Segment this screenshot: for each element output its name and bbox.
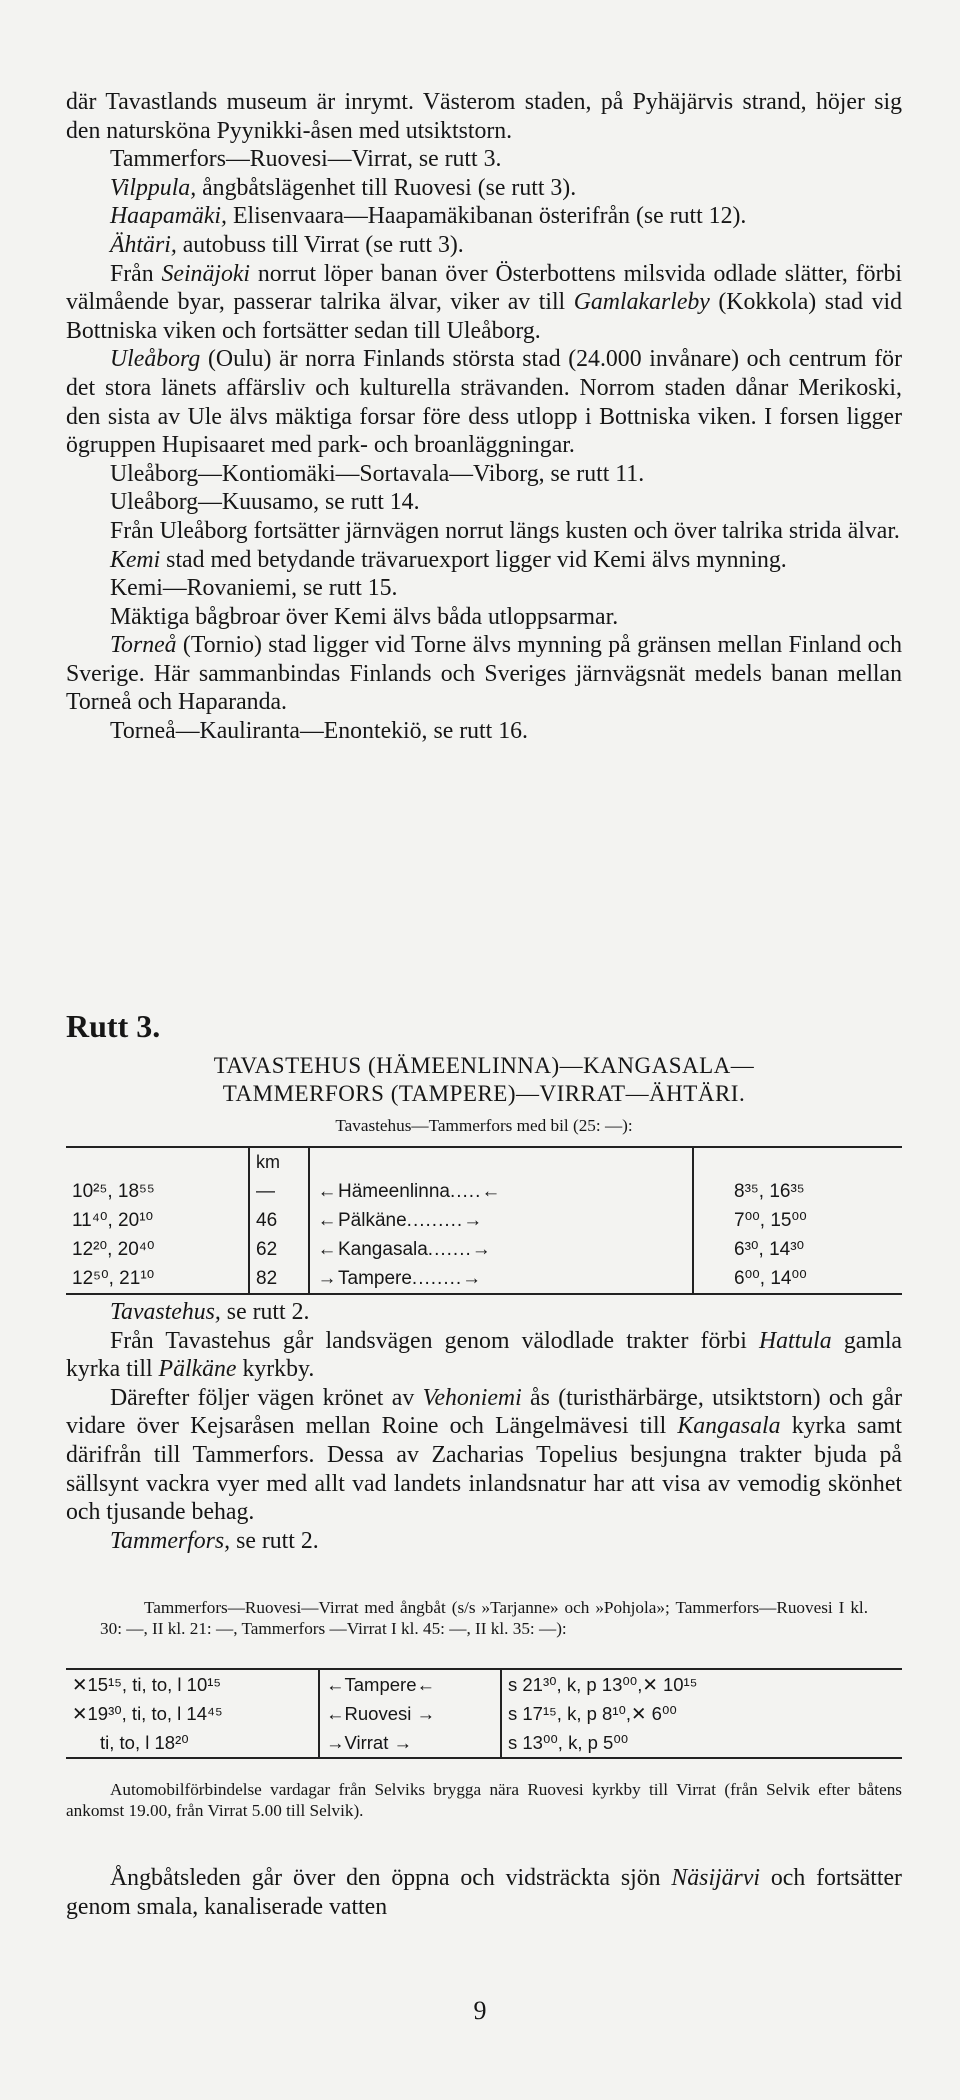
km-value: 62 <box>249 1235 309 1264</box>
paragraph-text: kyrkby. <box>236 1356 315 1383</box>
paragraph-text: ångbåtslägenhet till Ruovesi (se rutt 3). <box>196 174 577 201</box>
paragraph-text: Därefter följer vägen krönet av <box>110 1384 423 1411</box>
text-block-bottom <box>66 1864 902 1921</box>
bil-timetable <box>66 1146 902 1295</box>
paragraph-text: och fortsätter genom smala, kanaliserade vatten <box>66 1865 902 1920</box>
place-name: Hattula <box>758 1327 832 1354</box>
return-times: s 13⁰⁰, k, p 5⁰⁰ <box>501 1728 902 1758</box>
page-number: 9 <box>473 1996 487 2025</box>
departure-times: ✕19³⁰, ti, to, l 14⁴⁵ <box>72 1702 223 1724</box>
dot-leader: ........ <box>411 1267 463 1289</box>
return-times: s 17¹⁵, k, p 8¹⁰,✕ 6⁰⁰ <box>508 1702 677 1724</box>
paragraph-text: kyrka samt därifrån till Tammerfors. Dessa av Zacharias Topelius besjungna trakter bjuda på sällsynt vackra vyer med allt vad landets inlandsnatur har att visa av vemodig skönhet och tjusande behag. <box>66 1413 903 1526</box>
stop-cell <box>309 1264 693 1294</box>
table-row <box>66 1669 902 1699</box>
paragraph-text: Från <box>110 260 162 287</box>
return-times: 7⁰⁰, 15⁰⁰ <box>693 1206 902 1235</box>
arrow-icon: → <box>463 1209 483 1231</box>
place-name: Tammerfors, <box>110 1527 231 1554</box>
from-tavastehus-paragraph <box>66 1327 902 1384</box>
km-value: 82 <box>249 1264 309 1294</box>
paragraph-text: stad med betydande trävaruexport ligger vid Kemi älvs mynning. <box>160 546 787 573</box>
route-reference: Uleåborg—Kuusamo, se rutt 14. <box>110 489 420 516</box>
ahtari-paragraph <box>66 231 902 260</box>
stop-name: Hämeenlinna <box>338 1180 450 1202</box>
paragraph-text: Från Tavastehus går landsvägen genom välodlade trakter förbi <box>110 1327 759 1354</box>
arrow-icon: → <box>471 1238 491 1260</box>
boat-timetable-table <box>66 1668 902 1759</box>
km-header: km <box>249 1147 309 1177</box>
dot-leader: ..... <box>449 1180 482 1202</box>
paragraph-text: (Oulu) är norra Finlands största stad (24.000 invånare) och centrum för det stora länets affärsliv och kulturella strävanden. Norrom staden dånar Merikoski, den sista av Ule älvs mäktiga forsar före dess utlopp i Bottniska viken. I forsen ligger ögruppen Hupisaaret med park- och broanläggningar. <box>66 346 902 459</box>
return-times: s 21³⁰, k, p 13⁰⁰,✕ 10¹⁵ <box>501 1669 902 1699</box>
place-name: Torneå <box>110 632 177 659</box>
stop-name: Kangasala <box>338 1238 428 1260</box>
stop-cell <box>309 1235 693 1264</box>
dot-leader: ....... <box>427 1238 472 1260</box>
paragraph-text: se rutt 2. <box>230 1527 319 1554</box>
tornea-paragraph <box>66 631 902 717</box>
route-reference: Torneå—Kauliranta—Enontekiö, se rutt 16. <box>110 718 528 745</box>
from-uleaborg-paragraph: Från Uleåborg fortsätter järnvägen norrut längs kusten och över talrika strida älvar. <box>110 517 900 544</box>
stop-name: Tampere <box>338 1267 412 1289</box>
dot-leader: ......... <box>406 1209 464 1231</box>
return-times: 6³⁰, 14³⁰ <box>693 1235 902 1264</box>
place-name: Uleåborg <box>110 346 201 373</box>
stop-cell <box>309 1206 693 1235</box>
automobile-note: Automobilförbindelse vardagar från Selviks brygga nära Ruovesi kyrkby till Virrat (från Selvik efter båtens ankomst 19.00, från Virrat 5.00 till Selvik). <box>66 1780 902 1820</box>
direction-arrow-icon: ← <box>317 1238 337 1260</box>
route-reference: Kemi—Rovaniemi, se rutt 15. <box>110 575 398 602</box>
arrow-icon: → <box>462 1267 482 1289</box>
bil-caption: Tavastehus—Tammerfors med bil (25: —): <box>335 1116 633 1135</box>
place-name: Gamlakarleby <box>573 289 710 316</box>
paragraph-text: ås (turisthärbärge, utsiktstorn) och går vidare över Kejsaråsen mellan Roine och Längelmävesi till <box>66 1384 902 1440</box>
seinajoki-paragraph <box>66 260 902 346</box>
tammerfors-paragraph <box>66 1527 902 1556</box>
arrow-icon: ← <box>481 1180 501 1202</box>
table-row <box>66 1235 902 1264</box>
table-row <box>66 1177 902 1206</box>
uleaborg-paragraph <box>66 345 902 459</box>
place-name: Kangasala <box>677 1413 781 1440</box>
return-times: 6⁰⁰, 14⁰⁰ <box>693 1264 902 1294</box>
table-row <box>66 1728 902 1758</box>
stop-name: ←Tampere← <box>319 1669 501 1699</box>
place-name: Vehoniemi <box>422 1384 522 1411</box>
return-times: 8³⁵, 16³⁵ <box>693 1177 902 1206</box>
table-row <box>66 1264 902 1294</box>
km-value: — <box>249 1177 309 1206</box>
place-name: Näsijärvi <box>671 1865 760 1891</box>
departure-times: 12²⁰, 20⁴⁰ <box>72 1239 155 1260</box>
bil-timetable-table <box>66 1146 902 1295</box>
departure-times: 12⁵⁰, 21¹⁰ <box>66 1264 249 1294</box>
place-name: Tavastehus, <box>110 1299 221 1325</box>
kemi-paragraph <box>66 546 902 575</box>
place-name: Pälkäne <box>158 1356 237 1383</box>
route-title-line-2: TAMMERFORS (TAMPERE)—VIRRAT—ÄHTÄRI. <box>222 1081 746 1106</box>
stop-name: →Virrat → <box>319 1728 501 1758</box>
direction-arrow-icon: → <box>317 1267 337 1289</box>
text-block-middle <box>66 1298 902 1555</box>
stop-cell <box>309 1177 693 1206</box>
bridges-paragraph: Mäktiga bågbroar över Kemi älvs båda utloppsarmar. <box>110 603 619 630</box>
last-paragraph <box>66 1864 902 1921</box>
table-row <box>66 1699 902 1728</box>
text-block-top <box>66 88 902 746</box>
place-name: Kemi <box>110 546 161 573</box>
direction-arrow-icon: ← <box>317 1209 337 1231</box>
place-name: Vilppula, <box>110 174 197 201</box>
paragraph-text: se rutt 2. <box>220 1299 310 1325</box>
vilppula-paragraph <box>66 174 902 203</box>
tavastehus-paragraph <box>66 1298 902 1327</box>
stop-name: Pälkäne <box>338 1209 407 1231</box>
paragraph-text: (Tornio) stad ligger vid Torne älvs mynning på gränsen mellan Finland och Sverige. Här sammanbindas Finlands och Sveriges järnvägsnät medels banan mellan Torneå och Haparanda. <box>66 632 902 716</box>
route-title-line-1: TAVASTEHUS (HÄMEENLINNA)—KANGASALA— <box>213 1053 755 1078</box>
paragraph-text: Elisenvaara—Haapamäkibanan österifrån (se rutt 12). <box>227 203 747 230</box>
stop-name: ←Ruovesi → <box>319 1699 501 1728</box>
boat-caption: Tammerfors—Ruovesi—Virrat med ångbåt (s/s »Tarjanne» och »Pohjola»; Tammerfors—Ruovesi I kl. 30: —, II kl. 21: —, Tammerfors —Virrat I kl. 45: —, II kl. 35: —): <box>100 1598 868 1638</box>
darefter-paragraph <box>66 1384 902 1527</box>
route-reference: Uleåborg—Kontiomäki—Sortavala—Viborg, se rutt 11. <box>110 460 645 487</box>
paragraph-text: norrut löper banan över Österbottens milsvida odlade slätter, förbi välmående byar, passerar talrika älvar, viker av till <box>66 260 902 316</box>
paragraph-text: (Kokkola) stad vid Bottniska viken och fortsätter sedan till Uleåborg. <box>66 289 902 344</box>
paragraph-text: gamla kyrka till <box>66 1327 902 1383</box>
place-name: Seinäjoki <box>161 260 251 287</box>
place-name: Ähtäri, <box>110 231 177 258</box>
departure-times: ti, to, l 18²⁰ <box>66 1728 319 1758</box>
route-reference: Tammerfors—Ruovesi—Virrat, se rutt 3. <box>110 146 502 173</box>
departure-times: ✕15¹⁵, ti, to, l 10¹⁵ <box>66 1669 319 1699</box>
paragraph-text: autobuss till Virrat (se rutt 3). <box>176 231 464 258</box>
table-row <box>66 1206 902 1235</box>
departure-times: 11⁴⁰, 20¹⁰ <box>72 1210 154 1231</box>
haapamaki-paragraph <box>66 202 902 231</box>
direction-arrow-icon: ← <box>317 1180 337 1202</box>
km-value: 46 <box>249 1206 309 1235</box>
place-name: Haapamäki, <box>110 203 227 230</box>
paragraph-text: Ångbåtsleden går över den öppna och vidsträckta sjön <box>110 1865 672 1891</box>
route-heading: Rutt 3. <box>66 1008 161 1044</box>
museum-paragraph: där Tavastlands museum är inrymt. Västerom staden, på Pyhäjärvis strand, höjer sig den natursköna Pyynikki-åsen med utsiktstorn. <box>66 89 902 144</box>
departure-times: 10²⁵, 18⁵⁵ <box>72 1180 155 1202</box>
boat-timetable <box>66 1668 902 1759</box>
